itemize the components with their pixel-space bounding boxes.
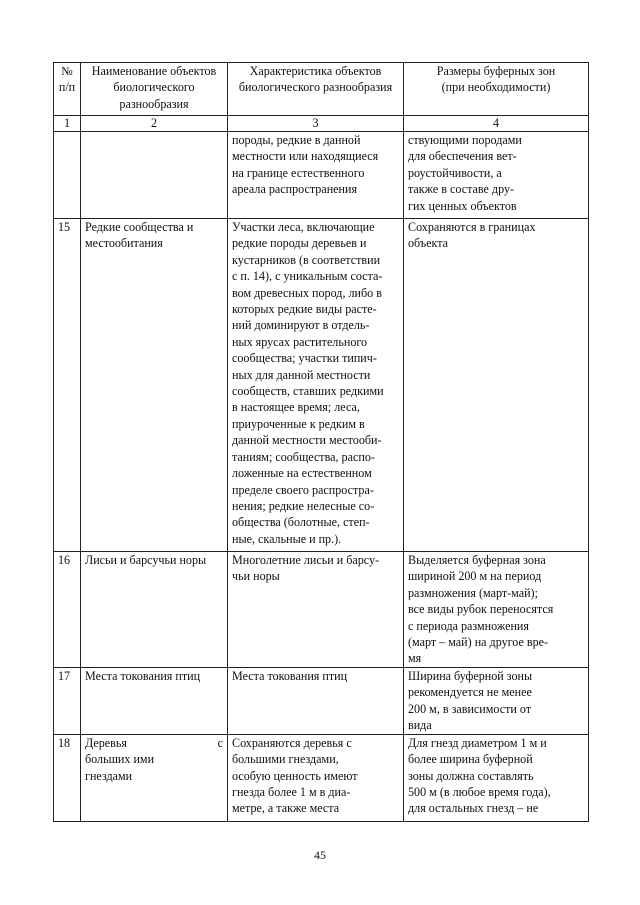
column-number: 4 [404,116,589,132]
header-num: № п/п [54,63,81,116]
row-number: 18 [54,734,81,821]
row-name: Редкие сообщества и местообитания [81,219,228,552]
row-characteristic: Многолетние лисьи и барсу- чьи норы [228,552,404,668]
table-header-row [54,63,589,116]
table-row [54,667,589,734]
row-characteristic: Сохраняются деревья с большими гнездами, особую ценность имеют гнезда более 1 м в диа- метре, а также места [228,734,404,821]
row-characteristic: породы, редкие в данной местности или находящиеся на границе естественного ареала распространения [228,132,404,219]
header-characteristic: Характеристика объектов биологического разнообразия [228,63,404,116]
row-buffer: ствующими породами для обеспечения вет- роустойчивости, а также в составе дру- гих ценных объектов [404,132,589,219]
row-number: 16 [54,552,81,668]
column-number: 1 [54,116,81,132]
page-number: 45 [314,848,326,862]
row-name: Лисьи и барсучьи норы [81,552,228,668]
column-numbers-row [54,116,589,132]
row-number: 17 [54,667,81,734]
row-buffer: Сохраняются в границах объекта [404,219,589,552]
table-row [54,734,589,821]
row-number: 15 [54,219,81,552]
row-name: Места токования птиц [81,667,228,734]
row-characteristic: Участки леса, включающие редкие породы деревьев и кустарников (в соответствии с п. 14), с уникальным соста- вом древесных пород, либо в которых редкие виды расте- ний доминируют в отдель- ных ярусах растительного сообщества; участки типич- ных для данной местности сообществ, ставших редкими в настоящее время; леса, приуроченные к редким в данной местности местооби- таниям; сообщества, распо- ложенные на естественном пределе своего распростра- нения; редкие нелесные со- общества (болотные, степ- ные, скальные и пр.). [228,219,404,552]
header-name: Наименование объектов биологического разнообразия [81,63,228,116]
header-buffer: Размеры буферных зон (при необходимости) [404,63,589,116]
row-characteristic: Места токования птиц [228,667,404,734]
table-row [54,219,589,552]
row-name: Деревья с больших ими гнездами [81,734,228,821]
table-row [54,552,589,668]
column-number: 2 [81,116,228,132]
row-number [54,132,81,219]
row-name [81,132,228,219]
row-buffer: Для гнезд диаметром 1 м и более ширина буферной зоны должна составлять 500 м (в любое время года), для остальных гнезд – не [404,734,589,821]
row-buffer: Ширина буферной зоны рекомендуется не менее 200 м, в зависимости от вида [404,667,589,734]
column-number: 3 [228,116,404,132]
biodiversity-objects-table [53,62,589,822]
table-row-continuation [54,132,589,219]
row-buffer: Выделяется буферная зона шириной 200 м на период размножения (март-май); все виды рубок переносятся с периода размножения (март – май) на другое вре- мя [404,552,589,668]
